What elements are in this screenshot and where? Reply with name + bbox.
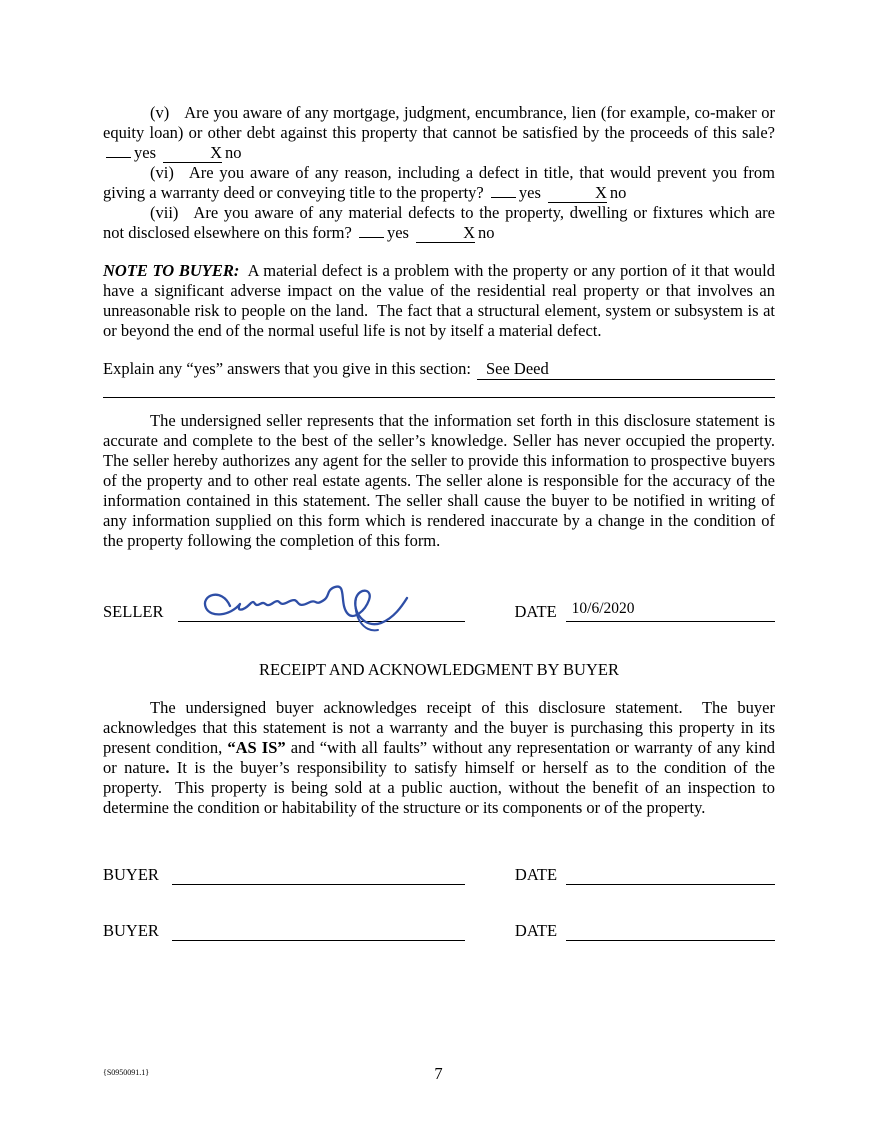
- question-vii: [103, 203, 775, 243]
- question-vii-no-blank[interactable]: X: [416, 225, 475, 243]
- no-label: no: [478, 223, 495, 243]
- yes-label: yes: [134, 143, 156, 163]
- question-vi-no-blank[interactable]: X: [548, 185, 607, 203]
- buyer-label-2: BUYER: [103, 921, 159, 941]
- buyer-signature-row-1: [103, 862, 775, 885]
- question-vi-text: Are you aware of any reason, including a defect in title, that would prevent you from giving a warranty deed or conveying title to the property?: [103, 163, 775, 203]
- buyer-paragraph-rest: It is the buyer’s responsibility to satisfy himself or herself as to the condition of the property. This property is being sold at a public auction, without the benefit of an inspection to determine the condition or habitability of the structure or its components or of the property.: [103, 758, 776, 818]
- explain-answer-line[interactable]: [477, 359, 775, 380]
- buyer-label-1: BUYER: [103, 865, 159, 885]
- question-v-no-blank[interactable]: X: [163, 145, 222, 163]
- seller-signature-row: [103, 599, 775, 622]
- seller-date-value: 10/6/2020: [571, 600, 635, 618]
- seller-date-label: DATE: [514, 601, 557, 621]
- bold-period: .: [165, 758, 170, 778]
- question-vi-label: (vi): [150, 163, 174, 183]
- no-label: no: [609, 183, 627, 203]
- explain-continuation-line[interactable]: [103, 380, 775, 398]
- page-number: 7: [434, 1064, 443, 1083]
- buyer-acknowledgment-paragraph: [103, 698, 775, 818]
- question-vii-answers: [356, 223, 495, 242]
- question-vii-text: Are you aware of any material defects to the property, dwelling or fixtures which are not disclosed elsewhere on this form?: [103, 203, 775, 243]
- note-to-buyer-lead: NOTE TO BUYER:: [103, 261, 240, 281]
- buyer-date-label-2: DATE: [514, 921, 558, 941]
- buyer-date-line-2[interactable]: [566, 918, 775, 941]
- buyer-signature-line-1[interactable]: [172, 862, 465, 885]
- seller-date-line[interactable]: [566, 599, 775, 622]
- no-label: no: [225, 143, 242, 163]
- question-v-yes-blank[interactable]: [106, 157, 131, 158]
- buyer-date-label-1: DATE: [514, 865, 558, 885]
- note-to-buyer-body: A material defect is a problem with the property or any portion of it that would have a significant adverse impact on the value of the residential real property or that involves an unreasonable risk to people on the land. The fact that a structural element, system or subsystem is at or beyond the end of the normal useful life is not by itself a material defect.: [103, 261, 775, 341]
- note-to-buyer: [103, 261, 775, 341]
- question-vi-answers: [488, 183, 627, 202]
- buyer-paragraph-middle: and “with all faults” without any representation or warranty of any kind or nature: [103, 738, 775, 778]
- explain-answer: See Deed: [485, 358, 549, 378]
- buyer-signature-row-2: [103, 918, 775, 941]
- explain-row: [103, 359, 775, 380]
- yes-label: yes: [518, 183, 541, 203]
- seller-label: SELLER: [103, 601, 164, 621]
- question-v-answers: [103, 143, 242, 162]
- question-v-text: Are you aware of any mortgage, judgment, encumbrance, lien (for example, co-maker or equity loan) or other debt against this property that cannot be satisfied by the proceeds of this sale?: [103, 103, 775, 143]
- seller-signature-line[interactable]: [178, 599, 465, 622]
- question-vii-yes-blank[interactable]: [359, 237, 384, 238]
- question-vi: [103, 163, 775, 203]
- buyer-paragraph-intro: The undersigned buyer acknowledges receipt of this disclosure statement. The buyer acknowledges that this statement is not a warranty and the buyer is purchasing this property in its present condition,: [103, 697, 775, 758]
- seller-signature: [192, 573, 432, 635]
- document-reference: {S0950091.1}: [103, 1068, 150, 1077]
- question-vi-yes-blank[interactable]: [491, 197, 516, 198]
- buyer-signature-line-2[interactable]: [172, 918, 465, 941]
- question-vii-label: (vii): [150, 203, 179, 223]
- as-is-text: “AS IS”: [227, 738, 286, 758]
- buyer-date-line-1[interactable]: [566, 862, 775, 885]
- yes-label: yes: [386, 223, 409, 243]
- receipt-heading: RECEIPT AND ACKNOWLEDGMENT BY BUYER: [259, 659, 619, 679]
- question-v: [103, 103, 775, 163]
- seller-representation-paragraph: The undersigned seller represents that the information set forth in this disclosure statement is accurate and complete to the best of the seller’s knowledge. Seller has never occupied the property. The seller hereby authorizes any agent for the seller to provide this information to prospective buyers of the property and to other real estate agents. The seller alone is responsible for the accuracy of the information contained in this statement. The seller shall cause the buyer to be notified in writing of any information supplied on this form which is rendered inaccurate by a change in the condition of the property following the completion of this form.: [103, 410, 775, 550]
- explain-prompt: Explain any “yes” answers that you give in this section:: [103, 358, 471, 378]
- question-v-label: (v): [150, 103, 170, 122]
